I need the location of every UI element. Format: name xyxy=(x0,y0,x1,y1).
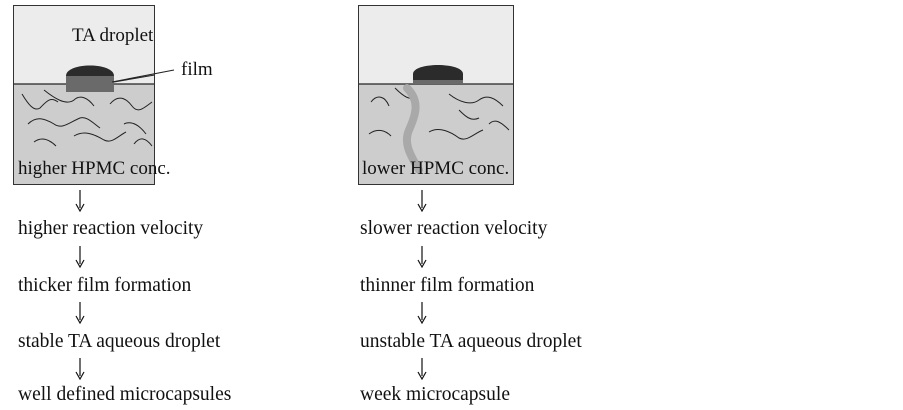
arrow-down-icon xyxy=(416,190,428,212)
right-step-3: unstable TA aqueous droplet xyxy=(360,331,582,352)
thin-film xyxy=(413,80,463,84)
ta-droplet-label: TA droplet xyxy=(72,25,154,46)
arrow-down-icon xyxy=(74,190,86,212)
right-step-1: slower reaction velocity xyxy=(360,218,548,239)
right-conc-label: lower HPMC conc. xyxy=(362,158,510,179)
arrow-down-icon xyxy=(416,302,428,324)
right-step-4: week microcapsule xyxy=(360,384,510,405)
thick-film xyxy=(66,76,114,92)
left-step-2: thicker film formation xyxy=(18,275,192,296)
film-pointer xyxy=(108,54,188,84)
arrow-down-icon xyxy=(416,358,428,380)
arrow-down-icon xyxy=(74,358,86,380)
arrow-down-icon xyxy=(74,302,86,324)
left-step-3: stable TA aqueous droplet xyxy=(18,331,221,352)
film-label: film xyxy=(181,59,213,80)
left-step-4: well defined microcapsules xyxy=(18,384,232,405)
left-conc-label: higher HPMC conc. xyxy=(18,158,171,179)
arrow-down-icon xyxy=(416,246,428,268)
arrow-down-icon xyxy=(74,246,86,268)
left-step-1: higher reaction velocity xyxy=(18,218,204,239)
right-step-2: thinner film formation xyxy=(360,275,535,296)
